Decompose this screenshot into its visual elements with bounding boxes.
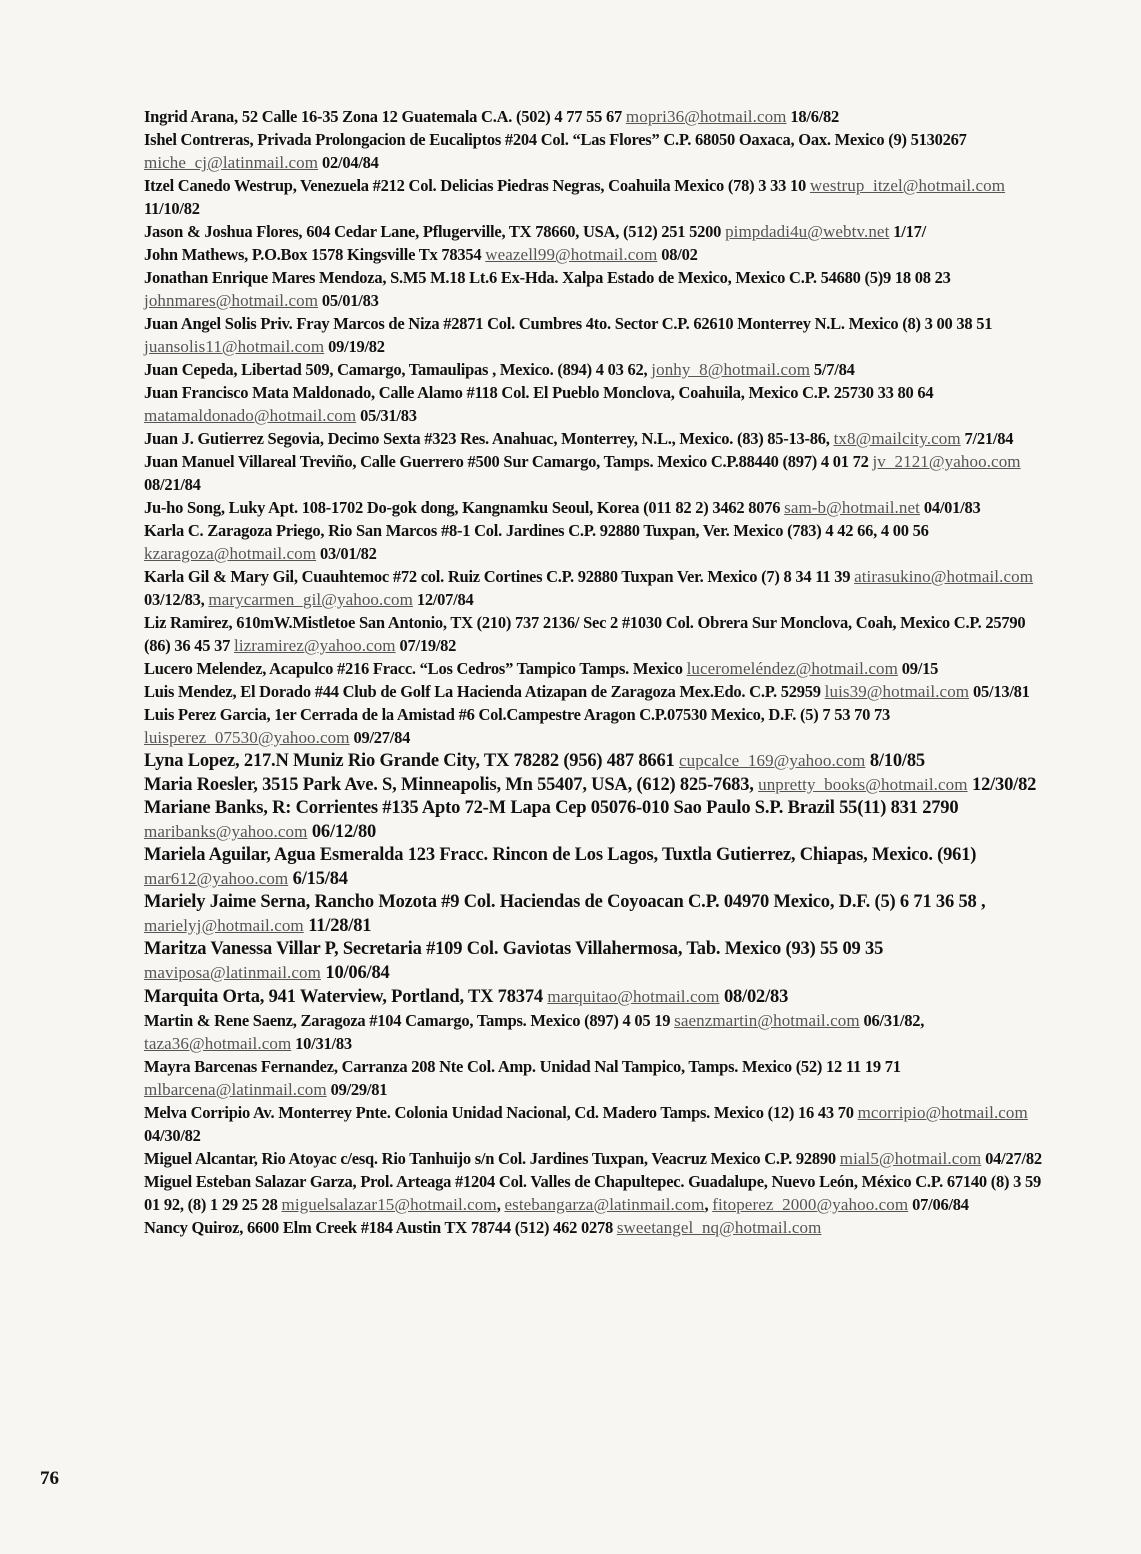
entry-date: , [704,1195,713,1214]
entry-name: Mariane Banks, [144,798,268,818]
entry-date: 04/01/83 [919,498,981,517]
entry-address: 52 Calle 16-35 Zona 12 Guatemala C.A. (502) 4 77 55 67 [237,107,626,126]
entry-name: Karla C. Zaragoza Priego, [144,521,325,540]
directory-entry [144,797,1054,844]
entry-email[interactable]: juansolis11@hotmail.com [144,337,325,356]
entry-address: Calle Guerrero #500 Sur Camargo, Tamps. Mexico C.P.88440 (897) 4 01 72 [356,452,873,471]
page-number: 76 [40,1468,59,1489]
directory-entry [144,1009,1054,1055]
entry-date: 09/27/84 [349,728,411,747]
entry-address: Acapulco #216 Fracc. “Los Cedros” Tampico Tamps. Mexico [266,659,687,678]
directory-entry [144,749,1054,773]
entry-date: 8/10/85 [865,751,925,771]
directory-entry [144,220,1054,243]
entry-date: 6/15/84 [288,869,348,889]
entry-name: John Mathews, [144,245,249,264]
entry-address: Agua Esmeralda 123 Fracc. Rincon de Los Lagos, Tuxtla Gutierrez, Chiapas, Mexico. (961) [270,845,977,865]
entry-email[interactable]: taza36@hotmail.com [144,1034,292,1053]
entry-address: 610mW.Mistletoe San Antonio, TX (210) 737 2136/ Sec 2 #1030 Col. Obrera Sur Monclova, Coah, Mexico C.P. 25790 (86) 36 45 37 [144,613,1026,655]
entry-name: Juan Manuel Villareal Treviño, [144,452,357,471]
directory-entry [144,243,1054,266]
entry-date: 07/19/82 [395,636,457,655]
entry-date: 11/28/81 [303,916,372,936]
entry-date: 09/15 [897,659,939,678]
directory-entry [144,427,1054,450]
entry-address: Zaragoza #104 Camargo, Tamps. Mexico (897) 4 05 19 [296,1011,675,1030]
entry-email[interactable]: luisperez_07530@yahoo.com [144,728,350,747]
entry-address: Libertad 509, Camargo, Tamaulipas , Mexico. (894) 4 03 62, [237,360,652,379]
entry-email[interactable]: atirasukino@hotmail.com [854,567,1034,586]
entry-date: , [496,1195,505,1214]
entry-address: El Dorado #44 Club de Golf La Hacienda Atizapan de Zaragoza Mex.Edo. C.P. 52959 [236,682,825,701]
entry-email[interactable]: mcorripio@hotmail.com [857,1103,1028,1122]
entry-date: 08/02 [657,245,698,264]
entry-name: Juan J. Gutierrez Segovia, [144,429,324,448]
directory-entry [144,519,1054,565]
directory-entry [144,312,1054,358]
directory-entry [144,565,1054,611]
entry-email[interactable]: johnmares@hotmail.com [144,291,319,310]
entry-email[interactable]: miche_cj@latinmail.com [144,153,319,172]
directory-entry [144,680,1054,703]
entry-address: S.M5 M.18 Lt.6 Ex-Hda. Xalpa Estado de Mexico, Mexico C.P. 54680 (5)9 18 08 23 [386,268,951,287]
entry-name: Juan Angel Solis [144,314,257,333]
entry-name: Maritza Vanessa Villar P, [144,939,339,959]
entry-date: 07/06/84 [908,1195,969,1214]
entry-email[interactable]: estebangarza@latinmail.com [504,1195,705,1214]
entry-address: Rancho Mozota #9 Col. Haciendas de Coyoacan C.P. 04970 Mexico, D.F. (5) 6 71 36 58 , [310,892,986,912]
entry-email[interactable]: sam-b@hotmail.net [784,498,920,517]
entry-email[interactable]: sweetangel_nq@hotmail.com [616,1218,822,1237]
entry-date: 7/21/84 [960,429,1014,448]
entry-email[interactable]: marycarmen_gil@yahoo.com [208,590,413,609]
entry-address: R: Corrientes #135 Apto 72-M Lapa Cep 05076-010 Sao Paulo S.P. Brazil 55(11) 831 2790 [267,798,959,818]
entry-email[interactable]: marielyj@hotmail.com [144,916,304,935]
entry-date: 10/06/84 [320,963,390,983]
entry-email[interactable]: westrup_itzel@hotmail.com [809,176,1006,195]
entry-email[interactable]: miguelsalazar15@hotmail.com [281,1195,497,1214]
entry-date: 10/31/83 [291,1034,352,1053]
entry-email[interactable]: pimpdadi4u@webtv.net [725,222,890,241]
entry-date: 18/6/82 [786,107,840,126]
entry-email[interactable]: kzaragoza@hotmail.com [144,544,317,563]
entry-address: Calle Alamo #118 Col. El Pueblo Monclova, Coahuila, Mexico C.P. 25730 33 80 64 [374,383,934,402]
entry-address: Venezuela #212 Col. Delicias Piedras Negras, Coahuila Mexico (78) 3 33 10 [296,176,810,195]
entry-name: Karla Gil & Mary Gil, [144,567,298,586]
entry-date: 06/31/82, [859,1011,925,1030]
entry-date: 11/10/82 [144,199,200,218]
entry-name: Luis Perez Garcia, [144,705,271,724]
entry-date: 12/30/82 [967,775,1037,795]
entry-name: Ishel Contreras, [144,130,254,149]
entry-name: Lyna Lopez, [144,751,240,771]
entry-address: Rio San Marcos #8-1 Col. Jardines C.P. 92880 Tuxpan, Ver. Mexico (783) 4 42 66, 4 00 56 [324,521,929,540]
entry-email[interactable]: maviposa@latinmail.com [144,963,321,982]
entry-name: Luis Mendez, [144,682,237,701]
entry-email[interactable]: luis39@hotmail.com [824,682,970,701]
entry-name: Mariely Jaime Serna, [144,892,311,912]
entry-address: Rio Atoyac c/esq. Rio Tanhuijo s/n Col. Jardines Tuxpan, Veacruz Mexico C.P. 92890 [257,1149,840,1168]
directory-entry [144,1101,1054,1147]
entry-date: 02/04/84 [318,153,379,172]
entry-email[interactable]: saenzmartin@hotmail.com [674,1011,860,1030]
entry-date: 05/31/83 [356,406,417,425]
entry-date: 12/07/84 [412,590,474,609]
entry-email[interactable]: luceromeléndez@hotmail.com [686,659,898,678]
entry-name: Ju-ho Song, [144,498,225,517]
directory-entry [144,266,1054,312]
entry-address: Carranza 208 Nte Col. Amp. Unidad Nal Tampico, Tamps. Mexico (52) 12 11 19 71 [337,1057,901,1076]
entry-date: 04/30/82 [144,1126,201,1145]
entry-name: Mariela Aguilar, [144,845,271,865]
entry-email[interactable]: matamaldonado@hotmail.com [144,406,357,425]
directory-list [144,105,1054,1239]
entry-name: Liz Ramirez, [144,613,233,632]
directory-entry [144,985,1054,1009]
entry-address: Luky Apt. 108-1702 Do-gok dong, Kangnamku Seoul, Korea (011 82 2) 3462 8076 [224,498,785,517]
entry-date: 05/13/81 [969,682,1030,701]
entry-email[interactable]: jonhy_8@hotmail.com [651,360,811,379]
entry-address: Privada Prolongacion de Eucaliptos #204 Col. “Las Flores” C.P. 68050 Oaxaca, Oax. Mexico (9) 5130267 [253,130,967,149]
entry-email[interactable]: mopri36@hotmail.com [625,107,787,126]
directory-entry [144,358,1054,381]
entry-date: 04/27/82 [981,1149,1042,1168]
entry-address: Priv. Fray Marcos de Niza #2871 Col. Cumbres 4to. Sector C.P. 62610 Monterrey N.L. Mexico (8) 3 00 38 51 [256,314,993,333]
entry-address: 941 Waterview, Portland, TX 78374 [264,987,548,1007]
entry-name: Itzel Canedo Westrup, [144,176,297,195]
entry-email[interactable]: weazell99@hotmail.com [485,245,658,264]
entry-address: 604 Cedar Lane, Pflugerville, TX 78660, USA, (512) 251 5200 [302,222,726,241]
directory-entry [144,1147,1054,1170]
entry-date: 08/02/83 [719,987,789,1007]
entry-address: 217.N Muniz Rio Grande City, TX 78282 (956) 487 8661 [239,751,680,771]
entry-address: 3515 Park Ave. S, Minneapolis, Mn 55407, USA, (612) 825-7683, [257,775,759,795]
entry-email[interactable]: lizramirez@yahoo.com [234,636,396,655]
directory-entry [144,105,1054,128]
entry-email[interactable]: unpretty_books@hotmail.com [758,775,968,794]
directory-entry [144,657,1054,680]
directory-entry [144,450,1054,496]
entry-address: Cuauhtemoc #72 col. Ruiz Cortines C.P. 92880 Tuxpan Ver. Mexico (7) 8 34 11 39 [297,567,855,586]
entry-address: 6600 Elm Creek #184 Austin TX 78744 (512) 462 0278 [243,1218,617,1237]
entry-name: Mayra Barcenas Fernandez, [144,1057,338,1076]
directory-entry [144,844,1054,891]
directory-entry [144,773,1054,797]
entry-name: Juan Francisco Mata Maldonado, [144,383,375,402]
entry-email[interactable]: marquitao@hotmail.com [547,987,720,1006]
directory-entry [144,381,1054,427]
entry-name: Maria Roesler, [144,775,258,795]
directory-entry [144,1170,1054,1216]
directory-entry [144,128,1054,174]
entry-date: 08/21/84 [144,475,201,494]
directory-entry [144,703,1054,749]
entry-address: Prol. Arteaga #1204 Col. Valles de Chapultepec. Guadalupe, Nuevo León, México C.P. 67140 (8) 3 59 01 92, (8) 1 29 25 28 [144,1172,1041,1214]
directory-entry [144,611,1054,657]
directory-entry [144,1055,1054,1101]
entry-name: Jonathan Enrique Mares Mendoza, [144,268,387,287]
directory-entry [144,938,1054,985]
directory-entry [144,891,1054,938]
entry-date: 03/01/82 [316,544,377,563]
entry-name: Martin & Rene Saenz, [144,1011,297,1030]
entry-date: 09/29/81 [326,1080,388,1099]
entry-email[interactable]: mial5@hotmail.com [839,1149,982,1168]
entry-date: 03/12/83, [144,590,209,609]
entry-name: Lucero Melendez, [144,659,267,678]
entry-address: 1er Cerrada de la Amistad #6 Col.Campestre Aragon C.P.07530 Mexico, D.F. (5) 7 53 70 73 [270,705,891,724]
entry-email[interactable]: cupcalce_169@yahoo.com [679,751,866,770]
entry-date: 1/17/ [889,222,926,241]
entry-address: P.O.Box 1578 Kingsville Tx 78354 [248,245,486,264]
entry-name: Marquita Orta, [144,987,265,1007]
entry-address: Av. Monterrey Pnte. Colonia Unidad Nacional, Cd. Madero Tamps. Mexico (12) 16 43 70 [250,1103,858,1122]
entry-name: Juan Cepeda, [144,360,238,379]
entry-email[interactable]: maribanks@yahoo.com [144,822,308,841]
entry-email[interactable]: jv_2121@yahoo.com [872,452,1021,471]
directory-entry [144,496,1054,519]
directory-entry [144,174,1054,220]
entry-date: 5/7/84 [810,360,855,379]
entry-date: 09/19/82 [324,337,385,356]
entry-name: Nancy Quiroz, [144,1218,244,1237]
entry-name: Melva Corripio [144,1103,251,1122]
entry-date: 06/12/80 [307,822,377,842]
entry-email[interactable]: fitoperez_2000@yahoo.com [712,1195,909,1214]
entry-email[interactable]: mlbarcena@latinmail.com [144,1080,327,1099]
entry-name: Miguel Alcantar, [144,1149,258,1168]
entry-email[interactable]: tx8@mailcity.com [833,429,961,448]
entry-name: Jason & Joshua Flores, [144,222,303,241]
entry-address: Secretaria #109 Col. Gaviotas Villahermosa, Tab. Mexico (93) 55 09 35 [338,939,884,959]
entry-name: Miguel Esteban Salazar Garza, [144,1172,357,1191]
directory-entry [144,1216,1054,1239]
entry-email[interactable]: mar612@yahoo.com [144,869,289,888]
entry-name: Ingrid Arana, [144,107,238,126]
entry-date: 05/01/83 [318,291,379,310]
entry-address: Decimo Sexta #323 Res. Anahuac, Monterrey, N.L., Mexico. (83) 85-13-86, [323,429,834,448]
